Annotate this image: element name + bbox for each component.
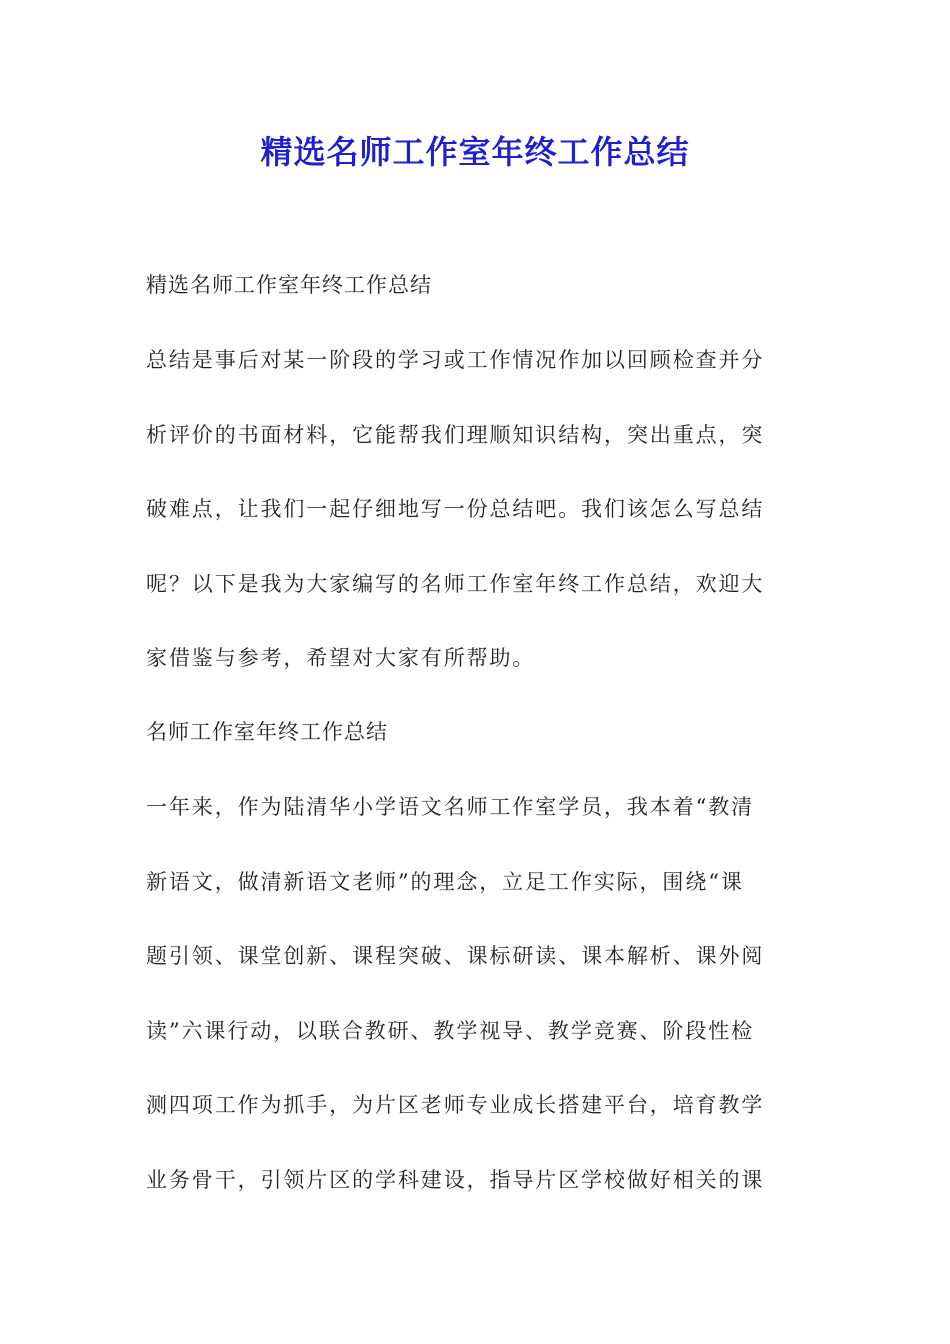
summary-paragraph	[146, 792, 806, 1239]
paragraph-line: 呢？以下是我为大家编写的名师工作室年终工作总结，欢迎大	[146, 571, 765, 596]
paragraph-line: 析评价的书面材料，它能帮我们理顺知识结构，突出重点，突	[146, 422, 765, 447]
paragraph-line: 一年来，作为陆清华小学语文名师工作室学员，我本着“教清	[146, 795, 755, 819]
intro-paragraph	[146, 345, 806, 718]
paragraph-line: 业务骨干，引领片区的学科建设，指导片区学校做好相关的课	[146, 1167, 765, 1192]
subheading-summary: 名师工作室年终工作总结	[146, 720, 388, 744]
paragraph-line: 家借鉴与参考，希望对大家有所帮助。	[146, 646, 536, 670]
paragraph-line: 测四项工作为抓手，为片区老师专业成长搭建平台，培育教学	[146, 1093, 765, 1117]
subheading-intro: 精选名师工作室年终工作总结	[146, 273, 432, 297]
document-title: 精选名师工作室年终工作总结	[260, 133, 690, 171]
paragraph-line: 读”六课行动，以联合教研、教学视导、教学竞赛、阶段性检	[146, 1018, 755, 1043]
paragraph-line: 题引领、课堂创新、课程突破、课标研读、课本解析、课外阅	[146, 944, 765, 968]
paragraph-line: 总结是事后对某一阶段的学习或工作情况作加以回顾检查并分	[146, 348, 765, 372]
paragraph-line: 新语文，做清新语文老师”的理念，立足工作实际，围绕“课	[146, 869, 744, 894]
paragraph-line: 破难点，让我们一起仔细地写一份总结吧。我们该怎么写总结	[146, 497, 765, 521]
